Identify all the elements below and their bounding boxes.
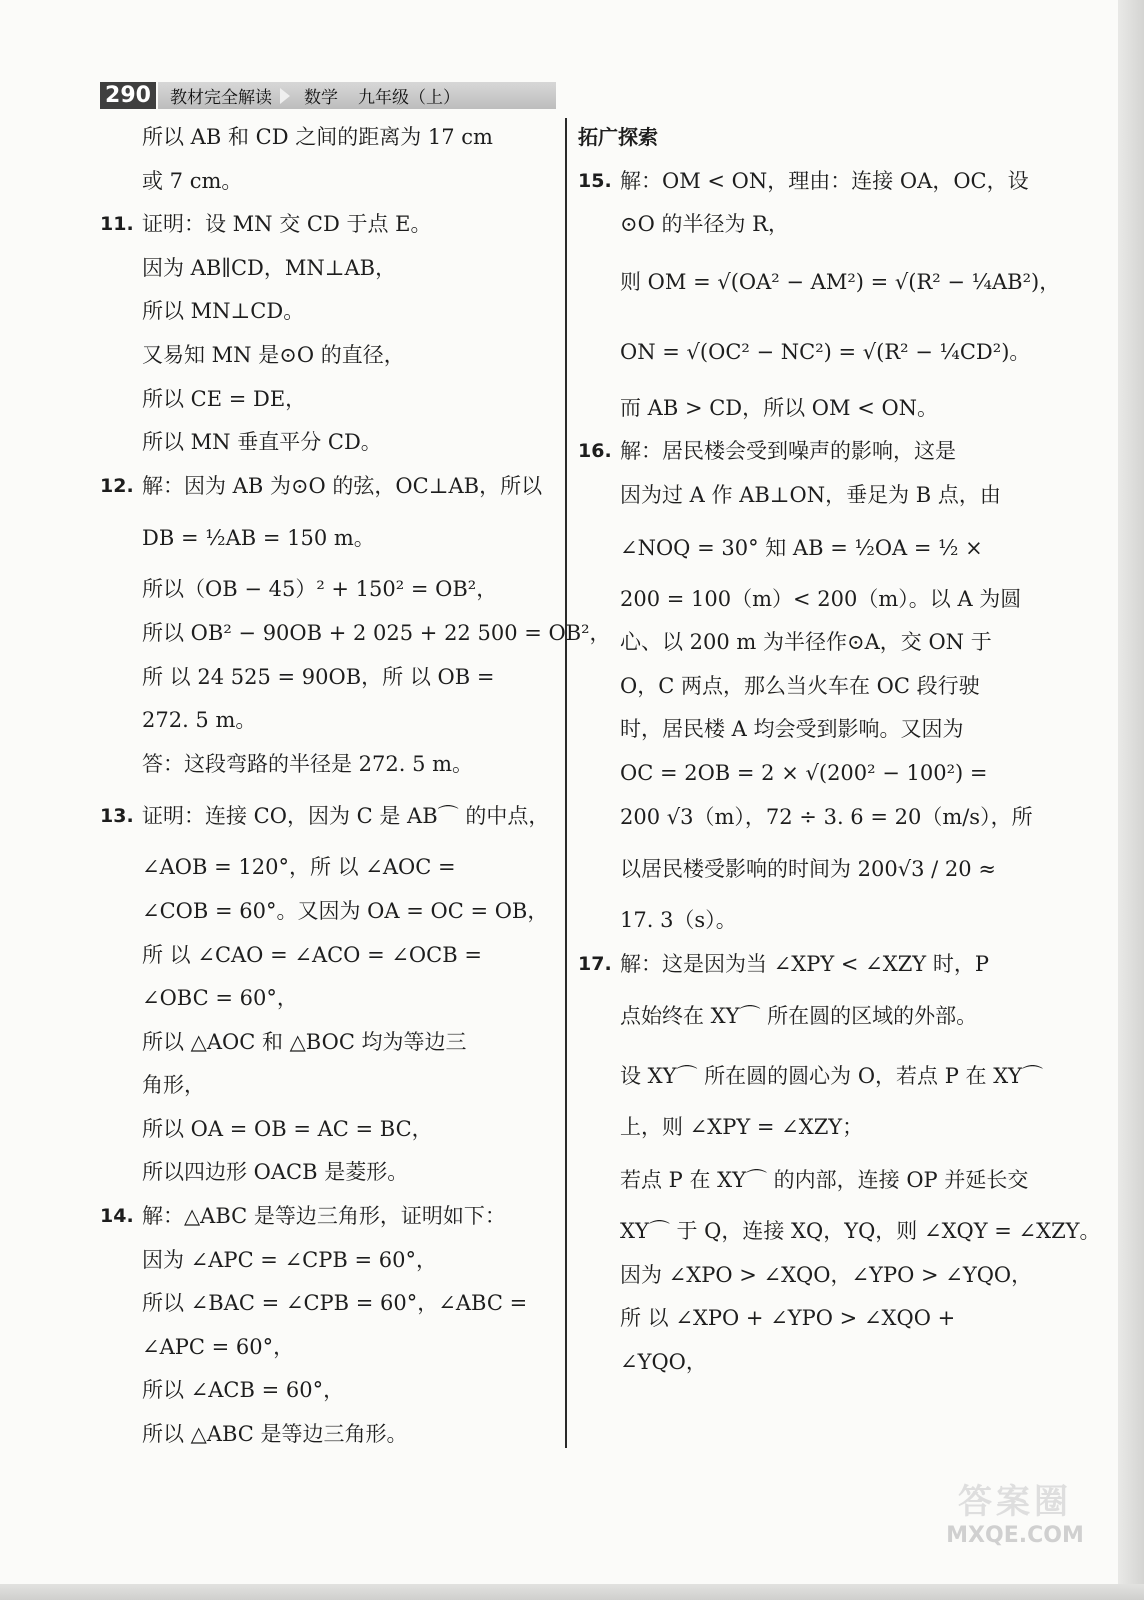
line-text: 以居民楼受影响的时间为 200√3 / 20 ≈ — [620, 857, 996, 882]
text-line — [100, 846, 550, 890]
text-line — [100, 1326, 550, 1370]
line-text: ∠APC = 60°， — [142, 1334, 295, 1359]
text-line — [100, 160, 550, 204]
line-text: 又易知 MN 是⊙O 的直径， — [142, 342, 405, 367]
line-text: 所以 MN⊥CD。 — [142, 299, 305, 324]
line-text: 所以（OB − 45）² + 150² = OB²， — [142, 577, 498, 602]
line-text: ∠OBC = 60°， — [142, 986, 298, 1011]
line-text: 272. 5 m。 — [142, 708, 257, 733]
text-line — [100, 656, 550, 700]
line-text: 解：这是因为当 ∠XPY < ∠XZY 时，P — [620, 951, 989, 976]
watermark — [926, 1474, 1104, 1554]
grade-label: 九年级（上） — [358, 88, 460, 108]
text-line — [578, 1254, 1033, 1298]
line-text: 角形， — [142, 1073, 205, 1098]
line-text: 解：居民楼会受到噪声的影响，这是 — [620, 439, 956, 464]
line-text: 若点 P 在 XY⌒ 的内部，连接 OP 并延长交 — [620, 1167, 1029, 1192]
line-text: 所以 OB² − 90OB + 2 025 + 22 500 = OB²， — [142, 620, 611, 645]
line-text: 心、以 200 m 为半径作⊙A，交 ON 于 — [620, 630, 992, 655]
text-line — [578, 474, 1028, 518]
line-text: 解：因为 AB 为⊙O 的弦，OC⊥AB，所以 — [142, 473, 543, 498]
text-line — [100, 1108, 550, 1152]
line-text: 因为 AB∥CD，MN⊥AB， — [142, 255, 397, 280]
text-line — [100, 465, 550, 509]
page-edge — [1118, 0, 1144, 1600]
line-text: 点始终在 XY⌒ 所在圆的区域的外部。 — [620, 1004, 978, 1029]
line-text: 所以 MN 垂直平分 CD。 — [142, 430, 382, 455]
text-line — [578, 1046, 1044, 1106]
line-text: 200 = 100（m）< 200（m）。以 A 为圆 — [620, 586, 1022, 611]
line-text: 设 XY⌒ 所在圆的圆心为 O，若点 P 在 XY⌒ — [620, 1064, 1044, 1089]
text-line — [578, 247, 1061, 317]
text-line — [100, 1369, 550, 1413]
text-line — [578, 752, 1028, 796]
column-divider — [565, 118, 567, 1448]
line-text: 所以 CE = DE， — [142, 386, 307, 411]
text-line — [100, 890, 550, 934]
line-text: O，C 两点，那么当火车在 OC 段行驶 — [620, 673, 980, 698]
text-line — [100, 116, 550, 160]
line-text: 答：这段弯路的半径是 272. 5 m。 — [142, 751, 474, 776]
right-column — [578, 116, 1101, 1384]
text-line — [100, 786, 550, 846]
text-line — [100, 568, 550, 612]
text-line — [578, 203, 1028, 247]
problem-number: 16. — [578, 440, 612, 463]
page-number: 290 — [100, 82, 156, 109]
line-text: 所以 △ABC 是等边三角形。 — [142, 1422, 408, 1447]
line-text: 所 以 ∠CAO = ∠ACO = ∠OCB = — [142, 942, 482, 967]
line-text: ON = √(OC² − NC²) = √(R² − ¼CD²)。 — [620, 339, 1031, 364]
line-text: 时，居民楼 A 均会受到影响。又因为 — [620, 717, 964, 742]
line-text: 因为 ∠APC = ∠CPB = 60°， — [142, 1247, 437, 1272]
problem-number: 15. — [578, 169, 612, 192]
line-text: 所以 ∠ACB = 60°， — [142, 1378, 345, 1403]
header-bar — [158, 82, 556, 109]
subject-label: 数学 — [304, 88, 338, 108]
text-line — [578, 708, 1028, 752]
text-line — [100, 203, 550, 247]
text-line — [100, 977, 550, 1021]
line-text: 或 7 cm。 — [142, 168, 243, 193]
page-header — [100, 82, 556, 109]
section-heading — [578, 116, 1028, 160]
text-line — [578, 943, 1028, 987]
line-text: 所 以 ∠XPO + ∠YPO > ∠XQO + — [620, 1306, 956, 1331]
text-line — [578, 430, 1028, 474]
text-line — [578, 1210, 1101, 1254]
line-text: 则 OM = √(OA² − AM²) = √(R² − ¼AB²)， — [620, 269, 1061, 294]
line-text: 因为过 A 作 AB⊥ON，垂足为 B 点，由 — [620, 482, 1001, 507]
text-line — [578, 160, 1028, 204]
line-text: 证明：设 MN 交 CD 于点 E。 — [142, 212, 432, 237]
text-line — [100, 699, 550, 743]
line-text: 所以 OA = OB = AC = BC， — [142, 1116, 433, 1141]
line-text: 而 AB > CD，所以 OM < ON。 — [620, 395, 939, 420]
text-line — [578, 578, 1028, 622]
line-text: ⊙O 的半径为 R， — [620, 212, 789, 237]
page-bottom-edge — [0, 1584, 1144, 1600]
heading-text: 拓广探索 — [578, 125, 658, 149]
text-line — [100, 1021, 550, 1065]
text-line — [578, 839, 1028, 899]
text-line — [100, 378, 550, 422]
text-line — [578, 518, 1028, 578]
text-line — [578, 1341, 1028, 1385]
text-line — [578, 1150, 1028, 1210]
text-line — [578, 621, 1028, 665]
line-text: 上，则 ∠XPY = ∠XZY； — [620, 1115, 864, 1140]
text-line — [100, 743, 550, 787]
text-line — [100, 1239, 550, 1283]
watermark-logo: 答案圈 — [958, 1482, 1072, 1522]
line-text: 所以 AB 和 CD 之间的距离为 17 cm — [142, 125, 493, 149]
text-line — [578, 1297, 1028, 1341]
text-line — [100, 1282, 550, 1326]
text-line — [100, 1413, 550, 1457]
text-line — [100, 1195, 550, 1239]
line-text: 所 以 24 525 = 90OB，所 以 OB = — [142, 664, 495, 689]
line-text: 因为 ∠XPO > ∠XQO，∠YPO > ∠YQO， — [620, 1262, 1033, 1287]
line-text: 证明：连接 CO，因为 C 是 AB⌒ 的中点， — [142, 804, 550, 829]
text-line — [578, 317, 1031, 387]
problem-number: 17. — [578, 952, 612, 975]
text-line — [100, 934, 550, 978]
text-line — [100, 421, 550, 465]
chevron-right-icon — [280, 88, 290, 104]
line-text: 200 √3（m），72 ÷ 3. 6 = 20（m/s），所 — [620, 804, 1033, 829]
text-line — [100, 612, 611, 656]
text-line — [578, 899, 1028, 943]
line-text: ∠YQO， — [620, 1349, 707, 1374]
problem-number: 13. — [100, 805, 134, 828]
line-text: 解：OM < ON，理由：连接 OA，OC，设 — [620, 168, 1029, 193]
text-line — [578, 986, 1028, 1046]
text-line — [100, 334, 550, 378]
watermark-url: MXQE.COM — [946, 1523, 1084, 1548]
line-text: ∠COB = 60°。又因为 OA = OC = OB， — [142, 898, 549, 923]
text-line — [100, 508, 550, 568]
problem-number: 12. — [100, 474, 134, 497]
text-line — [100, 247, 550, 291]
line-text: 解：△ABC 是等边三角形，证明如下： — [142, 1204, 506, 1229]
text-line — [100, 1064, 550, 1108]
line-text: ∠AOB = 120°，所 以 ∠AOC = — [142, 855, 456, 880]
problem-number: 14. — [100, 1205, 134, 1228]
line-text: XY⌒ 于 Q，连接 XQ，YQ，则 ∠XQY = ∠XZY。 — [620, 1218, 1101, 1243]
line-text: OC = 2OB = 2 × √(200² − 100²) = — [620, 760, 988, 785]
book-title: 教材完全解读 — [170, 88, 272, 108]
text-line — [578, 1106, 1028, 1150]
line-text: 17. 3（s）。 — [620, 908, 737, 933]
problem-number: 11. — [100, 213, 134, 236]
line-text: 所以 △AOC 和 △BOC 均为等边三 — [142, 1029, 467, 1054]
text-line — [100, 290, 550, 334]
text-line — [100, 1151, 550, 1195]
text-line — [578, 665, 1028, 709]
line-text: 所以 ∠BAC = ∠CPB = 60°，∠ABC = — [142, 1291, 528, 1316]
line-text: ∠NOQ = 30° 知 AB = ½OA = ½ × — [620, 535, 983, 560]
text-line — [578, 387, 1028, 431]
line-text: 所以四边形 OACB 是菱形。 — [142, 1160, 409, 1185]
text-line — [578, 796, 1033, 840]
line-text: DB = ½AB = 150 m。 — [142, 526, 375, 551]
